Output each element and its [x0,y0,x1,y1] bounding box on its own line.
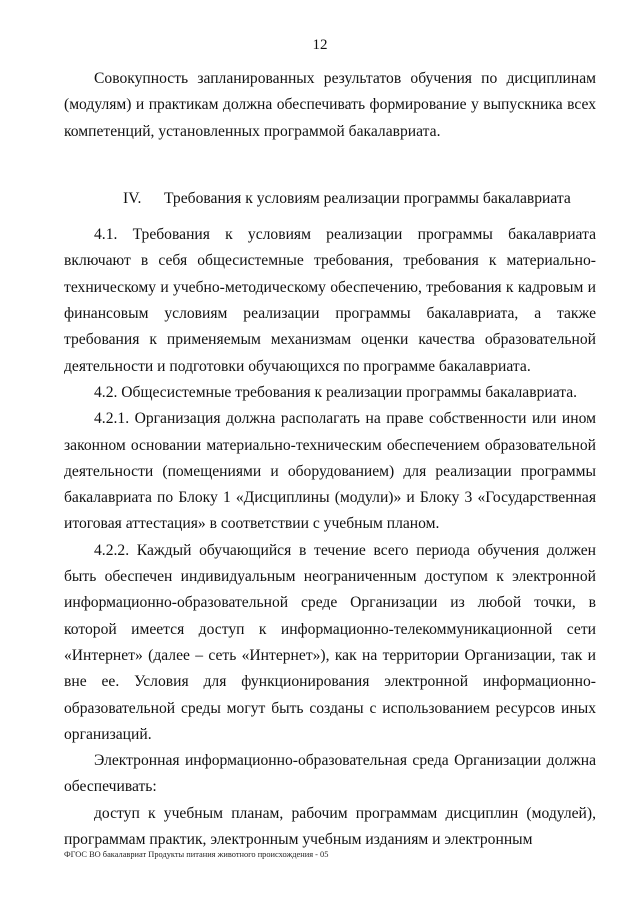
section-heading [64,186,596,212]
section-numeral: IV. [123,189,142,207]
section-title: Требования к условиям реализации программы бакалавриата [164,189,571,207]
paragraph-eios: Электронная информационно-образовательная среда Организации должна обеспечивать: [64,752,596,796]
page-content [64,66,596,853]
paragraph-access: доступ к учебным планам, рабочим программам дисциплин (модулей), программам практик, электронным учебным изданиям и электронным [64,804,596,849]
intro-paragraph: Совокупность запланированных результатов обучения по дисциплинам (модулям) и практикам должна обеспечивать формирование у выпускника всех компетенций, установленных программой бакалавриата. [64,70,596,140]
paragraph-4-2-2: 4.2.2. Каждый обучающийся в течение всего периода обучения должен быть обеспечен индивидуальным неограниченным доступом к электронной информационно-образовательной среде Организации из любой точки, в которой имеется доступ к информационно-телекоммуникационной сети «Интернет» (далее – сеть «Интернет»), как на территории Организации, так и вне ее. Условия для функционирования электронной информационно-образовательной среды могут быть созданы с использованием ресурсов иных организаций. [64,541,596,743]
paragraph-4-2-1: 4.2.1. Организация должна располагать на праве собственности или ином законном основании материально-техническим обеспечением образовательной деятельности (помещениями и оборудованием) для реализации программы бакалавриата по Блоку 1 «Дисциплины (модули)» и Блоку 3 «Государственная итоговая аттестация» в соответствии с учебным планом. [64,410,596,533]
paragraph-4-2: 4.2. Общесистемные требования к реализации программы бакалавриата. [94,383,578,401]
page-number: 12 [312,37,328,53]
paragraph-4-1: 4.1. Требования к условиям реализации программы бакалавриата включают в себя общесистемные требования, требования к материально-техническому и учебно-методическому обеспечению, требования к кадровым и финансовым условиям реализации программы бакалавриата, а также требования к применяемым механизмам оценки качества образовательной деятельности и подготовки обучающихся по программе бакалавриата. [64,226,596,375]
document-footer: ФГОС ВО бакалавриат Продукты питания животного происхождения - 05 [64,850,329,859]
